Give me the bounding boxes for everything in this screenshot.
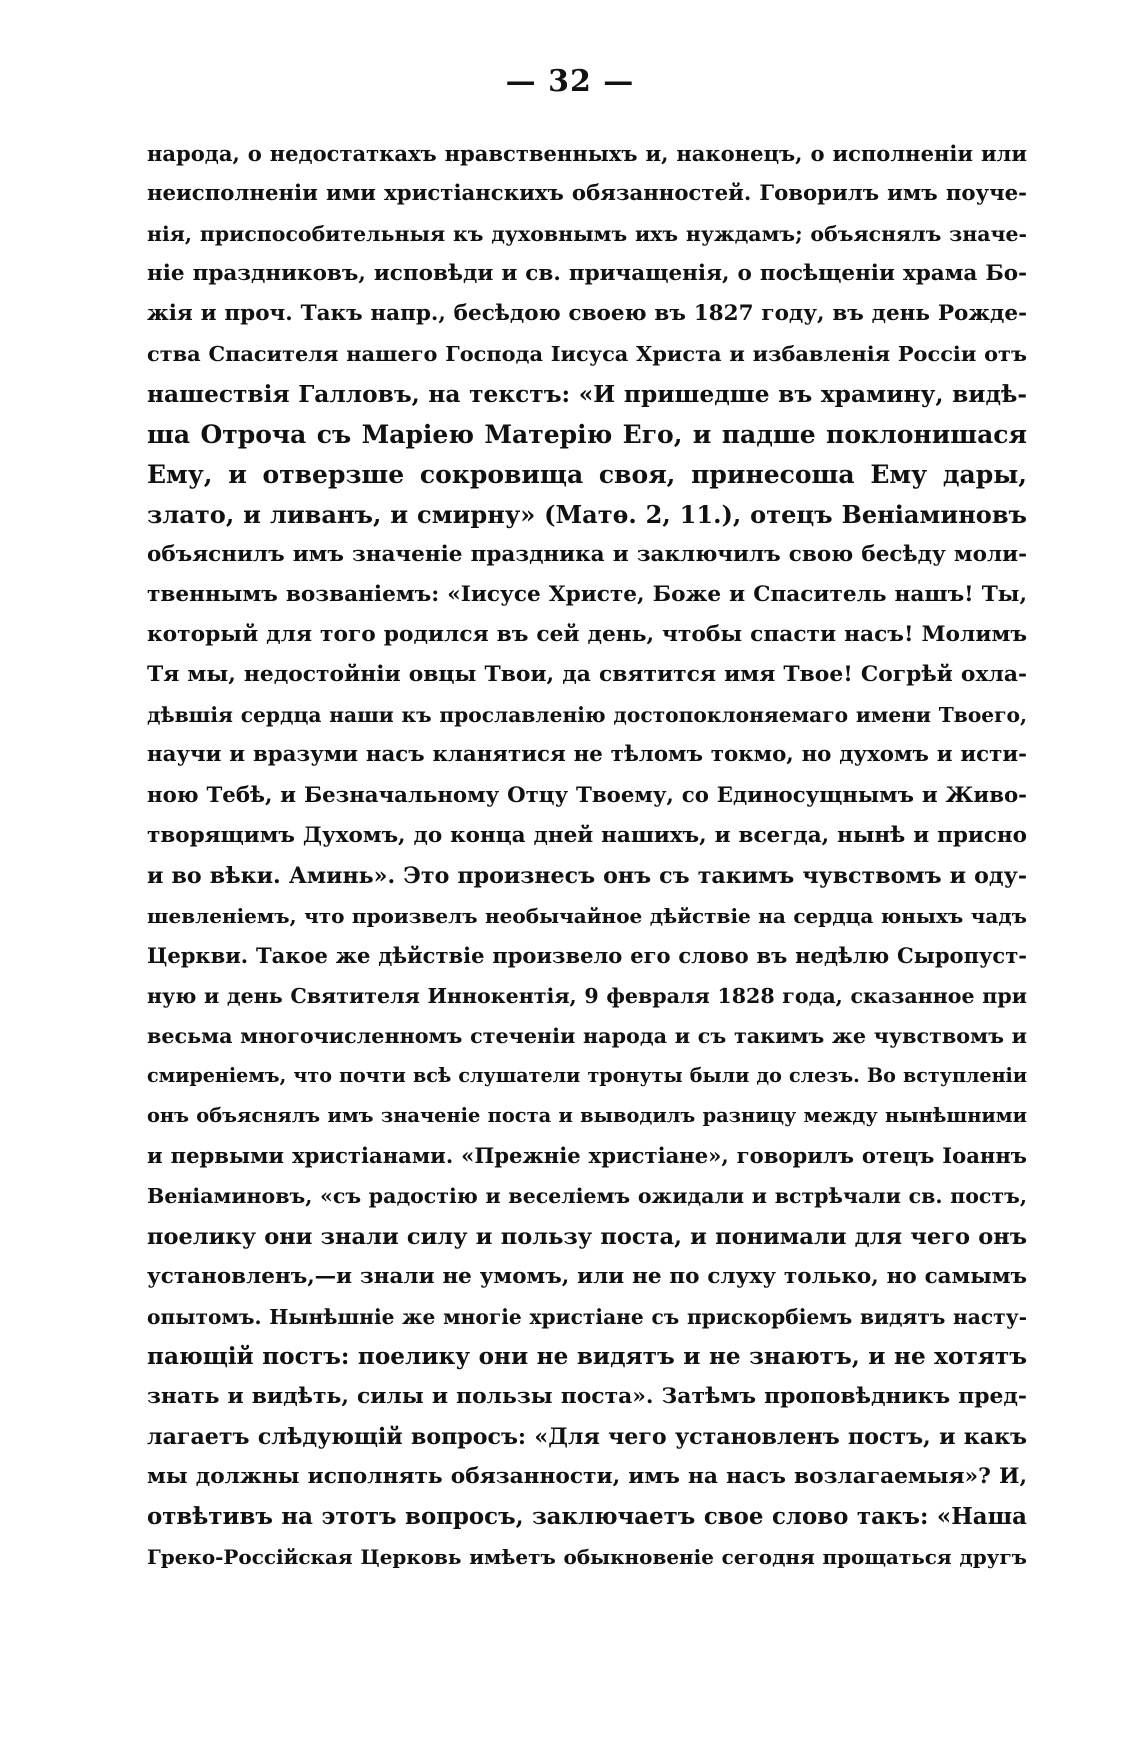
text-line: онъ объяснялъ имъ значеніе поста и выводилъ разницу между нынѣшними <box>147 1104 1027 1128</box>
text-line: неисполненіи ими христіанскихъ обязанностей. Говорилъ имъ поуче- <box>147 181 1027 207</box>
text-line: Ему, и отверзше сокровища своя, принесоша Ему дары, <box>147 459 1027 489</box>
text-line: Тя мы, недостойніи овцы Твои, да святится имя Твое! Согрѣй охла- <box>147 662 1027 688</box>
text-line: установленъ,—и знали не умомъ, или не по слуху только, но самымъ <box>147 1263 1027 1289</box>
text-line: который для того родился въ сей день, чтобы спасти насъ! Молимъ <box>147 622 1027 648</box>
text-line: нашествія Галловъ, на текстъ: «И пришедше въ храмину, видѣ- <box>147 380 1027 408</box>
text-line: ства Спасителя нашего Господа Іисуса Христа и избавленія Россіи отъ <box>147 341 1027 367</box>
page-number: — 32 — <box>505 64 635 99</box>
text-line: и во вѣки. Аминь». Это произнесъ онъ съ такимъ чувствомъ и оду- <box>147 862 1027 889</box>
text-line: злато, и ливанъ, и смирну» (Матѳ. 2, 11.), отецъ Веніаминовъ <box>147 499 1027 529</box>
text-line: объяснилъ имъ значеніе праздника и заключилъ свою бесѣду моли- <box>147 541 1027 567</box>
body-text <box>147 134 1027 1577</box>
text-line: мы должны исполнять обязанности, имъ на насъ возлагаемыя»? И, <box>147 1464 1027 1490</box>
text-line: ною Тебѣ, и Безначальному Отцу Твоему, со Единосущнымъ и Живо- <box>147 782 1027 808</box>
text-line: Церкви. Такое же дѣйствіе произвело его слово въ недѣлю Сыропуст- <box>147 942 1027 968</box>
text-line: поелику они знали силу и пользу поста, и понимали для чего онъ <box>147 1223 1027 1250</box>
text-line: знать и видѣть, силы и пользы поста». Затѣмъ проповѣдникъ пред- <box>147 1383 1027 1409</box>
text-line: ніе праздниковъ, исповѣди и св. причащенія, о посѣщеніи храма Бо- <box>147 261 1027 287</box>
text-line: отвѣтивъ на этотъ вопросъ, заключаетъ свое слово такъ: «Наша <box>147 1504 1027 1531</box>
text-line: пающій постъ: поелику они не видятъ и не знаютъ, и не хотятъ <box>147 1342 1027 1370</box>
text-line: весьма многочисленномъ стеченіи народа и съ такимъ же чувствомъ и <box>147 1024 1027 1049</box>
text-line: ную и день Святителя Иннокентія, 9 февраля 1828 года, сказанное при <box>147 983 1027 1008</box>
text-line: научи и вразуми насъ кланятися не тѣломъ токмо, но духомъ и исти- <box>147 742 1027 768</box>
text-line: жія и проч. Такъ напр., бесѣдою своею въ 1827 году, въ день Рожде- <box>147 301 1027 327</box>
text-line: Веніаминовъ, «съ радостію и веселіемъ ожидали и встрѣчали св. постъ, <box>147 1184 1027 1209</box>
text-line: нія, приспособительныя къ духовнымъ ихъ нуждамъ; объяснялъ значе- <box>147 222 1027 247</box>
text-line: лагаетъ слѣдующій вопросъ: «Для чего установленъ постъ, и какъ <box>147 1424 1027 1450</box>
text-line: Греко-Россійская Церковь имѣетъ обыкновеніе сегодня прощаться другъ <box>147 1545 1027 1570</box>
text-line: ша Отроча съ Маріею Матерію Его, и падше поклонишася <box>147 419 1027 449</box>
text-line: творящимъ Духомъ, до конца дней нашихъ, и всегда, нынѣ и присно <box>147 822 1027 848</box>
text-line: опытомъ. Нынѣшніе же многіе христіане съ прискорбіемъ видятъ насту- <box>147 1304 1027 1329</box>
text-line: народа, о недостаткахъ нравственныхъ и, наконецъ, о исполненіи или <box>147 141 1027 166</box>
text-line: твеннымъ возваніемъ: «Іисусе Христе, Боже и Спаситель нашъ! Ты, <box>147 582 1027 608</box>
text-line: дѣвшія сердца наши къ прославленію достопоклоняемаго имени Твоего, <box>147 703 1027 728</box>
text-line: и первыми христіанами. «Прежніе христіане», говорилъ отецъ Іоаннъ <box>147 1143 1027 1169</box>
text-line: смиреніемъ, что почти всѣ слушатели тронуты были до слезъ. Во вступленіи <box>147 1064 1027 1088</box>
text-line: шевленіемъ, что произвелъ необычайное дѣйствіе на сердца юныхъ чадъ <box>147 903 1027 928</box>
